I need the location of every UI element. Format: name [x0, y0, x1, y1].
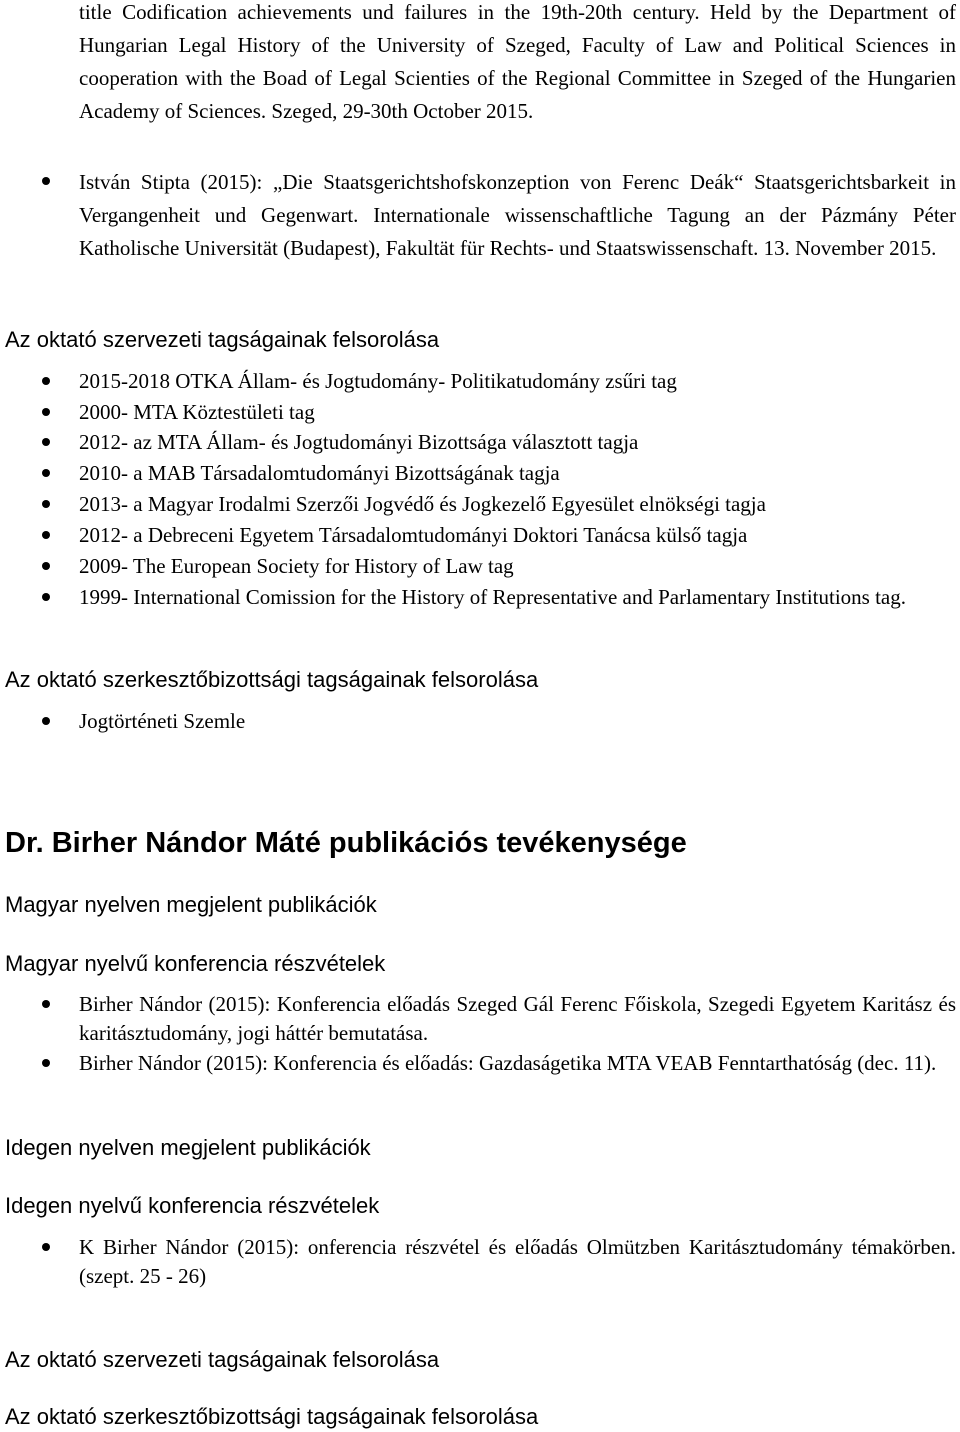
list-item-text: 2012- az MTA Állam- és Jogtudományi Bizottsága választott tagja: [79, 430, 639, 454]
list-item-text: 2010- a MAB Társadalomtudományi Bizottságának tagja: [79, 461, 560, 485]
list-item-text: 2013- a Magyar Irodalmi Szerzői Jogvédő és Jogkezelő Egyesület elnökségi tagja: [79, 492, 766, 516]
list-item: [79, 1233, 956, 1291]
section-heading-hu-conferences: Magyar nyelvű konferencia részvételek: [5, 951, 386, 976]
bullet-dot: [42, 177, 50, 185]
list-item: [79, 397, 956, 428]
list-item-text: Birher Nándor (2015): Konferencia előadás Szeged Gál Ferenc Főiskola, Szegedi Egyetem Karitász és karitásztudomány, jogi háttér bemutatása.: [79, 992, 956, 1045]
section-heading-organizations-2: Az oktató szervezeti tagságainak felsorolása: [5, 1347, 440, 1372]
list-item-text: 2012- a Debreceni Egyetem Társadalomtudományi Doktori Tanácsa külső tagja: [79, 523, 748, 547]
list-item-text: Birher Nándor (2015): Konferencia és előadás: Gazdaságetika MTA VEAB Fenntarthatóság (dec. 11).: [79, 1051, 937, 1075]
list-item: [79, 1049, 956, 1078]
section-heading-editorial: Az oktató szerkesztőbizottsági tagságainak felsorolása: [5, 667, 539, 692]
bullet-dot: [42, 562, 50, 570]
bullet-dot: [42, 531, 50, 539]
bullet-dot: [42, 377, 50, 385]
intro-paragraph: title Codification achievements und failures in the 19th-20th century. Held by the Department of Hungarian Legal History of the University of Szeged, Faculty of Law and Political Sciences in cooperation with the Boad of Legal Scienties of the Regional Committee in Szeged of the Hungarien Academy of Sciences. Szeged, 29-30th October 2015.: [79, 0, 956, 123]
list-item-text: István Stipta (2015): „Die Staatsgerichtshofskonzeption von Ferenc Deák“ Staatsgerichtsbarkeit in Vergangenheit und Gegenwart. Internationale wissenschaftliche Tagung an der Pázmány Péter Katholische Universität (Budapest), Fakultät für Rechts- und Staatswissenschaft. 13. November 2015.: [79, 170, 956, 260]
section-heading-foreign-publications: Idegen nyelven megjelent publikációk: [5, 1135, 371, 1160]
section-heading-editorial-2: Az oktató szerkesztőbizottsági tagságainak felsorolása: [5, 1404, 539, 1429]
list-item-text: K Birher Nándor (2015): onferencia részvétel és előadás Olmützben Karitásztudomány témakörben. (szept. 25 - 26): [79, 1235, 956, 1288]
list-item: [79, 706, 956, 737]
list-item: [79, 489, 956, 520]
list-item-text: 2015-2018 OTKA Állam- és Jogtudomány- Politikatudomány zsűri tag: [79, 369, 677, 393]
list-item: [79, 458, 956, 489]
page-title: Dr. Birher Nándor Máté publikációs tevékenysége: [5, 827, 687, 859]
list-item-text: 2009- The European Society for History of Law tag: [79, 554, 514, 578]
bullet-dot: [42, 438, 50, 446]
bullet-dot: [42, 408, 50, 416]
bullet-dot: [42, 500, 50, 508]
section-heading-hu-publications: Magyar nyelven megjelent publikációk: [5, 892, 377, 917]
list-item-text: 1999- International Comission for the History of Representative and Parlamentary Institutions tag.: [79, 585, 906, 609]
bullet-dot: [42, 1000, 50, 1008]
section-heading-foreign-conferences: Idegen nyelvű konferencia részvételek: [5, 1193, 380, 1218]
list-item-text: 2000- MTA Köztestületi tag: [79, 400, 315, 424]
list-item-text: Jogtörténeti Szemle: [79, 709, 246, 733]
section-heading-organizations: Az oktató szervezeti tagságainak felsorolása: [5, 327, 440, 352]
bullet-dot: [42, 1243, 50, 1251]
list-item: [79, 551, 956, 582]
bullet-dot: [42, 593, 50, 601]
bullet-dot: [42, 469, 50, 477]
list-item: [79, 366, 956, 397]
bullet-dot: [42, 717, 50, 725]
list-item: [79, 582, 956, 613]
list-item: [79, 427, 956, 458]
list-item: [79, 166, 956, 265]
list-item: [79, 990, 956, 1048]
list-item: [79, 520, 956, 551]
bullet-dot: [42, 1059, 50, 1067]
